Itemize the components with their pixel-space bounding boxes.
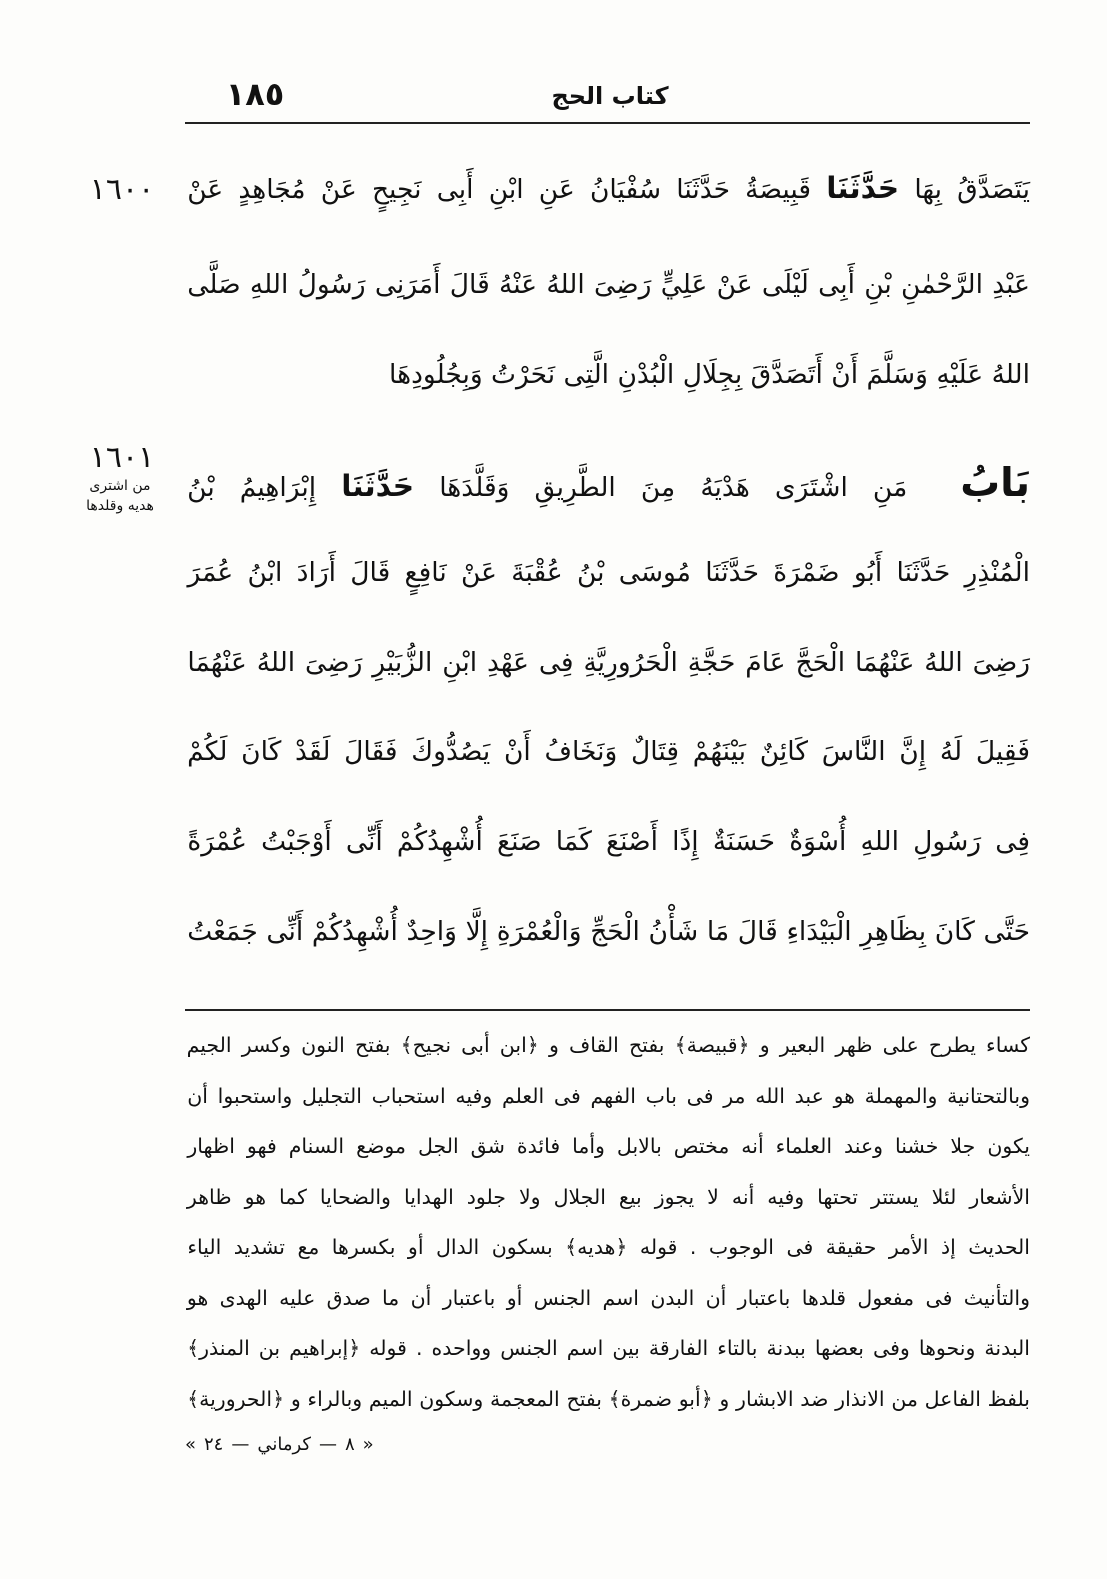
signature-dash: — <box>231 1434 250 1455</box>
line-text: فِى رَسُولِ اللهِ أُسْوَةٌ حَسَنَةٌ إِذًا أَصْنَعَ كَمَا صَنَعَ أُشْهِدُكُمْ أَنِّى أَوْجَبْتُ عُمْرَةً <box>187 826 1030 857</box>
main-text-line <box>185 897 1030 967</box>
footnote-text: البدنة ونحوها وفى بعضها ببدنة بالتاء الفارقة بين اسم الجنس وواحده . قوله ﴿إبراهيم بن المنذر﴾ <box>187 1336 1030 1360</box>
hadith-number: ١٦٠٠ <box>89 172 155 207</box>
hadith-number: ١٦٠١ <box>89 440 155 475</box>
line-text: اللهُ عَلَيْهِ وَسَلَّمَ أَنْ أَتَصَدَّقَ بِجِلَالِ الْبُدْنِ الَّتِى نَحَرْتُ وَبِجُلُودِهَا <box>389 359 1030 390</box>
footnote-text: يكون جلا خشنا وعند العلماء أنه مختص بالابل وأما فائدة شق الجل موضع السنام فهو اظهار <box>187 1134 1030 1158</box>
line-text: يَتَصَدَّقُ بِهَا <box>914 174 1030 205</box>
chapter-heading-bab: بَابُ <box>960 460 1030 506</box>
footnote-text: بلفظ الفاعل من الانذار ضد الابشار و ﴿أبو ضمرة﴾ بفتح المعجمة وسكون الميم وبالراء و ﴿الحرورية﴾ <box>187 1387 1030 1411</box>
line-text: فَقِيلَ لَهُ إِنَّ النَّاسَ كَائِنٌ بَيْنَهُمْ قِتَالٌ وَنَخَافُ أَنْ يَصُدُّوكَ فَقَالَ لَقَدْ كَانَ لَكُمْ <box>187 736 1030 767</box>
footnote-line <box>185 1074 1030 1118</box>
line-text: عَبْدِ الرَّحْمٰنِ بْنِ أَبِى لَيْلَى عَنْ عَلِيٍّ رَضِىَ اللهُ عَنْهُ قَالَ أَمَرَنِى رَسُولُ اللهِ صَلَّى <box>187 269 1030 300</box>
footnote-line <box>185 1326 1030 1370</box>
footnote-text: الحديث إذ الأمر حقيقة فى الوجوب . قوله ﴿هديه﴾ بسكون الدال أو بكسرها مع تشديد الياء <box>187 1235 1030 1259</box>
line-text: قَبِيصَةُ حَدَّثَنَا سُفْيَانُ عَنِ ابْنِ أَبِى نَجِيحٍ عَنْ مُجَاهِدٍ عَنْ <box>187 174 812 205</box>
printer-signature <box>185 1430 425 1460</box>
main-text-line <box>185 340 1030 410</box>
footnote-line <box>185 1276 1030 1320</box>
footnote-line <box>185 1023 1030 1067</box>
footnote-text: كساء يطرح على ظهر البعير و ﴿قبيصة﴾ بفتح القاف و ﴿ابن أبى نجيح﴾ بفتح النون وكسر الجيم <box>186 1033 1030 1057</box>
signature-sheet-number: ٢٤ <box>204 1434 224 1455</box>
footnote-line <box>185 1225 1030 1269</box>
signature-open-mark: « <box>185 1434 197 1455</box>
line-text: حَتَّى كَانَ بِظَاهِرِ الْبَيْدَاءِ قَالَ مَا شَأْنُ الْحَجِّ وَالْعُمْرَةِ إِلَّا وَاحِدٌ أُشْهِدُكُمْ أَنِّى جَمَعْتُ <box>187 916 1030 947</box>
main-text-line <box>185 628 1030 698</box>
main-text-line <box>185 538 1030 608</box>
haddathana-keyword: حَدَّثَنَا <box>826 170 900 205</box>
footnote-text: وبالتحتانية والمهملة هو عبد الله مر فى باب الفهم فى العلم وفيه استحباب التجليل واستحبوا أن <box>187 1084 1030 1108</box>
footnote-line <box>185 1175 1030 1219</box>
signature-dash: — <box>319 1434 337 1455</box>
page-number: ١٨٥ <box>225 75 285 113</box>
signature-close-mark: » <box>362 1434 374 1455</box>
margin-chapter-caption: هديه وقلدها <box>86 498 154 514</box>
main-text-line <box>185 250 1030 320</box>
signature-name: كرماني <box>257 1434 311 1455</box>
main-text-line <box>185 153 1030 223</box>
margin-chapter-caption: من اشترى <box>89 478 151 494</box>
haddathana-keyword: حَدَّثَنَا <box>341 468 415 503</box>
main-text-line <box>185 717 1030 787</box>
main-text-line <box>185 807 1030 877</box>
chapter-title: مَنِ اشْتَرَى هَدْيَهُ مِنَ الطَّرِيقِ وَقَلَّدَهَا <box>439 472 908 503</box>
line-text: إِبْرَاهِيمُ بْنُ <box>187 472 317 503</box>
line-text: الْمُنْذِرِ حَدَّثَنَا أَبُو ضَمْرَةَ حَدَّثَنَا مُوسَى بْنُ عُقْبَةَ عَنْ نَافِعٍ قَالَ أَرَادَ ابْنُ عُمَرَ <box>187 557 1030 588</box>
footnote-separator-rule <box>185 1009 1030 1011</box>
signature-volume-number: ٨ <box>345 1434 355 1455</box>
header-rule <box>185 122 1030 124</box>
footnote-line <box>185 1377 1030 1421</box>
footnote-text: والتأنيث فى مفعول قلدها باعتبار أن البدن اسم الجنس أو باعتبار أن ما صدق عليه الهدى هو <box>186 1286 1030 1310</box>
running-head-title: كتاب الحج <box>551 82 669 110</box>
footnote-line <box>185 1124 1030 1168</box>
footnote-text: الأشعار لئلا يستتر تحتها وفيه أنه لا يجوز بيع الجلال ولا جلود الهدايا والضحايا كما هو ظاهر <box>186 1185 1030 1209</box>
line-text: رَضِىَ اللهُ عَنْهُمَا الْحَجَّ عَامَ حَجَّةِ الْحَرُورِيَّةِ فِى عَهْدِ ابْنِ الزُّبَيْرِ رَضِىَ اللهُ عَنْهُمَا <box>187 647 1030 678</box>
main-text-line <box>185 448 1030 518</box>
